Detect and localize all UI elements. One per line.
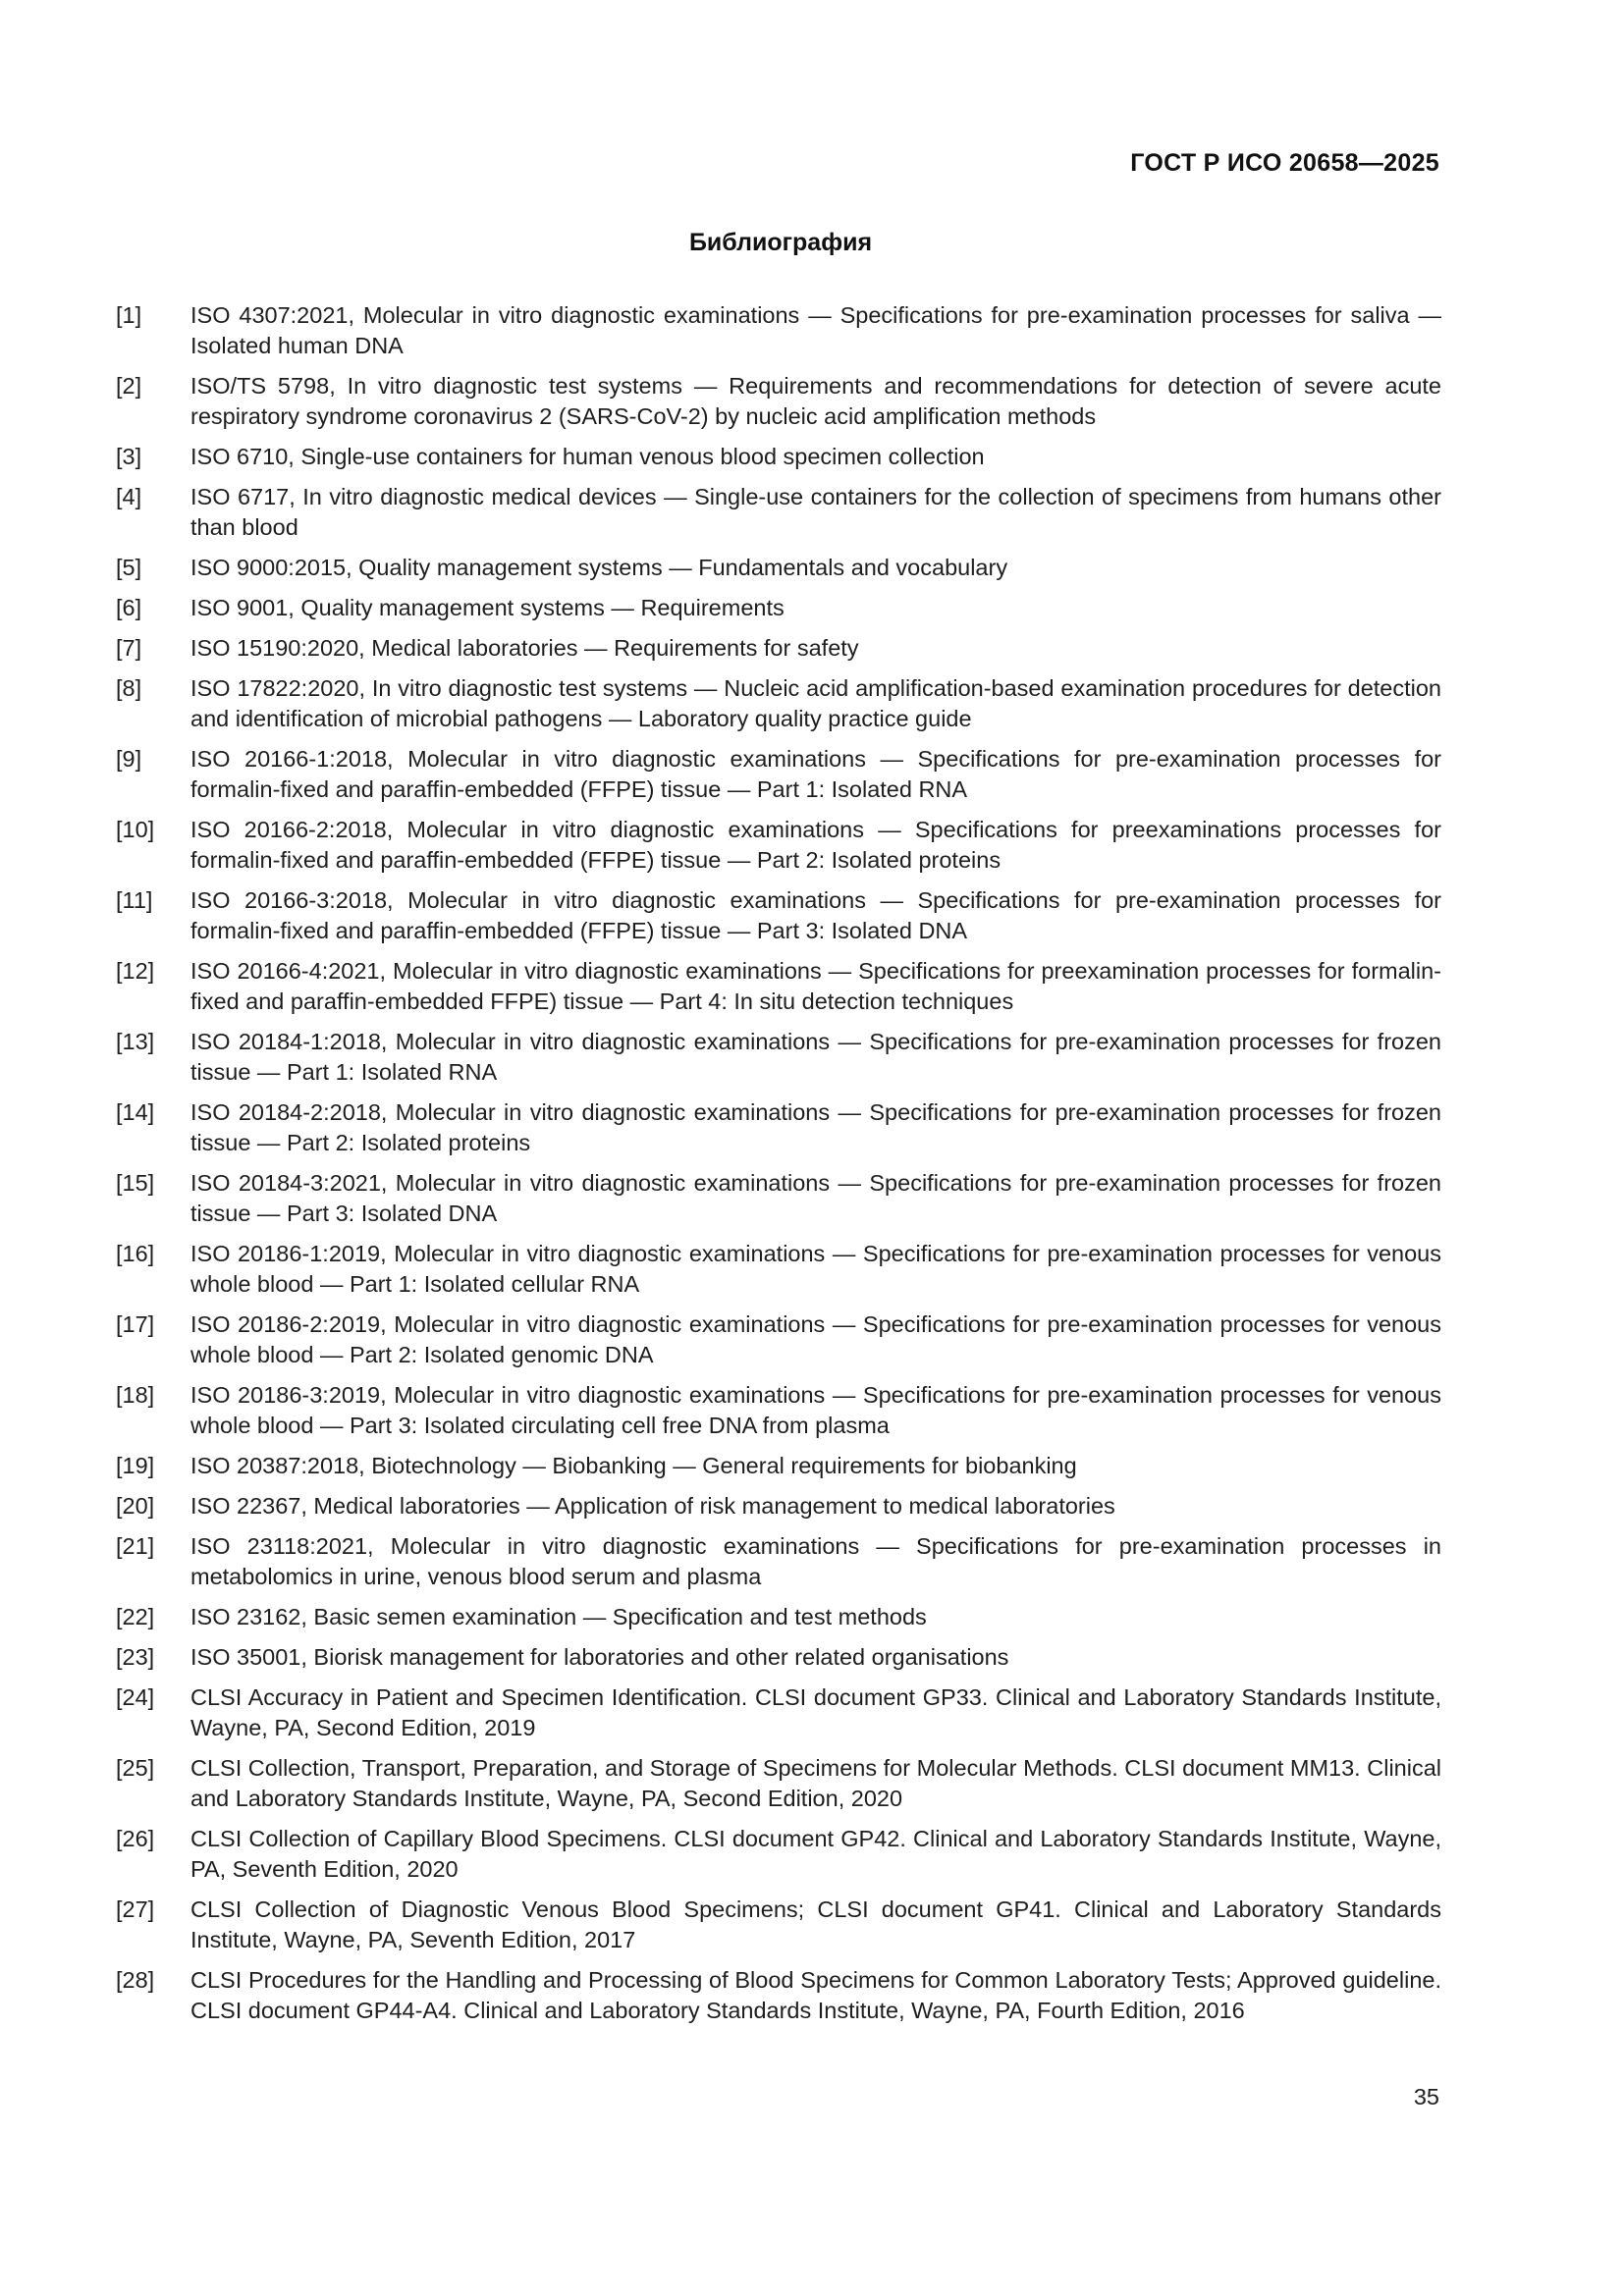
entry-text: ISO 22367, Medical laboratories — Application of risk management to medical laboratories [190, 1493, 1115, 1519]
bibliography-entry [116, 673, 1441, 734]
entry-text: ISO 20184-2:2018, Molecular in vitro diagnostic examinations — Specifications for pre-examination processes for frozen tissue — Part 2: Isolated proteins [190, 1099, 1441, 1155]
bibliography-entry [116, 1824, 1441, 1885]
entry-text: ISO 20184-3:2021, Molecular in vitro diagnostic examinations — Specifications for pre-examination processes for frozen tissue — Part 3: Isolated DNA [190, 1170, 1441, 1226]
entry-text: ISO 23118:2021, Molecular in vitro diagnostic examinations — Specifications for pre-examination processes in metabolomics in urine, venous blood serum and plasma [190, 1533, 1441, 1589]
entry-number: [19] [116, 1453, 155, 1478]
page-title: Библиография [688, 229, 873, 256]
entry-text: ISO 35001, Biorisk management for laboratories and other related organisations [190, 1644, 1009, 1670]
bibliography-entry [116, 1451, 1441, 1481]
entry-text: CLSI Procedures for the Handling and Processing of Blood Specimens for Common Laboratory Tests; Approved guideline. CLSI document GP44-A4. Clinical and Laboratory Standards Institute, Wayne, PA, Fourth Edition, 2016 [190, 1967, 1441, 2023]
entry-number: [27] [116, 1896, 155, 1922]
bibliography-entry [116, 1309, 1441, 1370]
bibliography-entry [116, 815, 1441, 876]
entry-text: ISO 20186-1:2019, Molecular in vitro diagnostic examinations — Specifications for pre-examination processes for venous whole blood — Part 1: Isolated cellular RNA [190, 1241, 1441, 1297]
entry-text: ISO 17822:2020, In vitro diagnostic test systems — Nucleic acid amplification-based examination procedures for detection and identification of microbial pathogens — Laboratory quality practice guide [190, 675, 1441, 731]
entry-text: CLSI Collection of Capillary Blood Specimens. CLSI document GP42. Clinical and Laboratory Standards Institute, Wayne, PA, Seventh Edition, 2020 [190, 1826, 1441, 1882]
bibliography-entry [116, 1642, 1441, 1673]
entry-number: [8] [116, 675, 142, 701]
bibliography-entry [116, 1168, 1441, 1229]
document-header: ГОСТ Р ИСО 20658—2025 [1130, 149, 1439, 177]
bibliography-list [116, 300, 1441, 2036]
bibliography-entry [116, 553, 1441, 583]
entry-text: ISO 20166-3:2018, Molecular in vitro diagnostic examinations — Specifications for pre-examination processes for formalin-fixed and paraffin-embedded (FFPE) tissue — Part 3: Isolated DNA [190, 887, 1441, 943]
entry-text: ISO/TS 5798, In vitro diagnostic test systems — Requirements and recommendations for detection of severe acute respiratory syndrome coronavirus 2 (SARS-CoV-2) by nucleic acid amplification methods [190, 373, 1441, 429]
entry-text: CLSI Accuracy in Patient and Specimen Identification. CLSI document GP33. Clinical and Laboratory Standards Institute, Wayne, PA, Second Edition, 2019 [190, 1684, 1441, 1740]
entry-text: ISO 20184-1:2018, Molecular in vitro diagnostic examinations — Specifications for pre-examination processes for frozen tissue — Part 1: Isolated RNA [190, 1029, 1441, 1085]
entry-text: CLSI Collection of Diagnostic Venous Blood Specimens; CLSI document GP41. Clinical and Laboratory Standards Institute, Wayne, PA, Seventh Edition, 2017 [190, 1896, 1441, 1952]
entry-number: [23] [116, 1644, 155, 1670]
entry-number: [15] [116, 1170, 155, 1196]
entry-number: [16] [116, 1241, 155, 1266]
entry-number: [17] [116, 1311, 155, 1337]
bibliography-entry [116, 371, 1441, 432]
bibliography-entry [116, 744, 1441, 805]
entry-number: [7] [116, 635, 142, 661]
bibliography-entry [116, 482, 1441, 543]
entry-text: CLSI Collection, Transport, Preparation, and Storage of Specimens for Molecular Methods. CLSI document MM13. Clinical and Laboratory Standards Institute, Wayne, PA, Second Edition, 2020 [190, 1755, 1441, 1811]
bibliography-entry [116, 1965, 1441, 2026]
entry-number: [14] [116, 1099, 155, 1125]
bibliography-entry [116, 300, 1441, 361]
entry-text: ISO 9000:2015, Quality management systems — Fundamentals and vocabulary [190, 555, 1008, 580]
entry-number: [12] [116, 958, 155, 984]
bibliography-entry [116, 1239, 1441, 1300]
entry-number: [21] [116, 1533, 155, 1559]
entry-text: ISO 9001, Quality management systems — Requirements [190, 595, 785, 620]
entry-number: [18] [116, 1382, 155, 1408]
entry-text: ISO 20387:2018, Biotechnology — Biobanking — General requirements for biobanking [190, 1453, 1077, 1478]
entry-text: ISO 6717, In vitro diagnostic medical devices — Single-use containers for the collection of specimens from humans other than blood [190, 484, 1441, 540]
entry-number: [9] [116, 746, 142, 772]
bibliography-entry [116, 593, 1441, 623]
entry-text: ISO 23162, Basic semen examination — Specification and test methods [190, 1604, 927, 1629]
entry-text: ISO 20186-2:2019, Molecular in vitro diagnostic examinations — Specifications for pre-examination processes for venous whole blood — Part 2: Isolated genomic DNA [190, 1311, 1441, 1367]
bibliography-entry [116, 1097, 1441, 1158]
bibliography-entry [116, 956, 1441, 1017]
entry-text: ISO 20166-4:2021, Molecular in vitro diagnostic examinations — Specifications for preexamination processes for formalin-fixed and paraffin-embedded FFPE) tissue — Part 4: In situ detection techniques [190, 958, 1441, 1014]
entry-number: [3] [116, 444, 142, 469]
entry-number: [22] [116, 1604, 155, 1629]
entry-text: ISO 4307:2021, Molecular in vitro diagnostic examinations — Specifications for pre-examination processes for saliva — Isolated human DNA [190, 302, 1441, 358]
bibliography-entry [116, 885, 1441, 946]
entry-number: [4] [116, 484, 142, 509]
entry-text: ISO 20186-3:2019, Molecular in vitro diagnostic examinations — Specifications for pre-examination processes for venous whole blood — Part 3: Isolated circulating cell free DNA from plasma [190, 1382, 1441, 1438]
entry-number: [26] [116, 1826, 155, 1851]
bibliography-entry [116, 1380, 1441, 1441]
bibliography-entry [116, 1531, 1441, 1592]
entry-number: [20] [116, 1493, 155, 1519]
bibliography-entry [116, 633, 1441, 664]
entry-number: [1] [116, 302, 142, 328]
bibliography-entry [116, 442, 1441, 472]
bibliography-entry [116, 1753, 1441, 1814]
entry-number: [13] [116, 1029, 155, 1054]
entry-number: [10] [116, 817, 155, 842]
entry-number: [24] [116, 1684, 155, 1710]
bibliography-entry [116, 1602, 1441, 1632]
entry-number: [25] [116, 1755, 155, 1781]
bibliography-entry [116, 1491, 1441, 1522]
entry-text: ISO 15190:2020, Medical laboratories — Requirements for safety [190, 635, 859, 661]
page-number: 35 [1413, 2084, 1439, 2109]
entry-number: [5] [116, 555, 142, 580]
entry-number: [28] [116, 1967, 155, 1993]
entry-text: ISO 20166-2:2018, Molecular in vitro diagnostic examinations — Specifications for preexaminations processes for formalin-fixed and paraffin-embedded (FFPE) tissue — Part 2: Isolated proteins [190, 817, 1441, 873]
bibliography-entry [116, 1895, 1441, 1955]
bibliography-entry [116, 1027, 1441, 1088]
entry-number: [6] [116, 595, 142, 620]
bibliography-entry [116, 1682, 1441, 1743]
entry-text: ISO 6710, Single-use containers for human venous blood specimen collection [190, 444, 985, 469]
entry-text: ISO 20166-1:2018, Molecular in vitro diagnostic examinations — Specifications for pre-examination processes for formalin-fixed and paraffin-embedded (FFPE) tissue — Part 1: Isolated RNA [190, 746, 1441, 802]
entry-number: [2] [116, 373, 142, 399]
entry-number: [11] [116, 887, 153, 913]
